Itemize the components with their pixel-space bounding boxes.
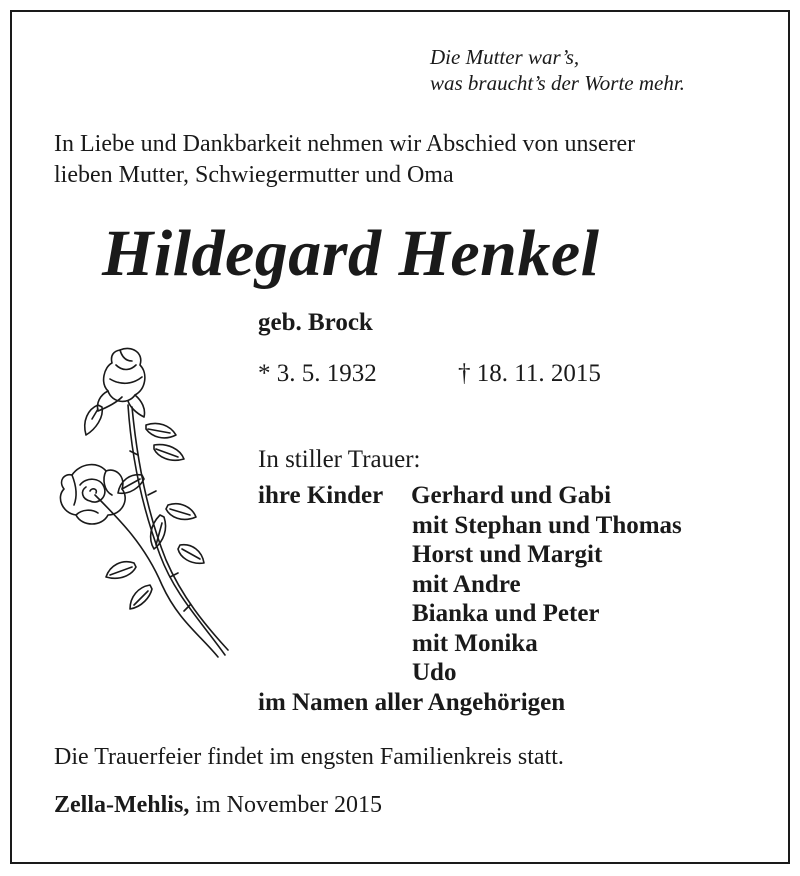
intro-line-2: lieben Mutter, Schwiegermutter und Oma <box>54 162 454 188</box>
mourner-name: Gerhard und Gabi <box>411 482 612 509</box>
mourner-name: Horst und Margit <box>412 541 603 568</box>
motto-line-1: Die Mutter war’s, <box>430 45 580 69</box>
place-date-line <box>54 792 382 819</box>
motto <box>430 44 685 96</box>
death-date: † 18. 11. 2015 <box>458 360 601 387</box>
mourners-lead-label: ihre Kinder <box>258 482 384 509</box>
mourner-name: mit Monika <box>412 630 538 657</box>
mourner-name: Udo <box>412 659 457 686</box>
deceased-name: Hildegard Henkel <box>102 217 600 290</box>
motto-line-2: was braucht’s der Worte mehr. <box>430 71 685 95</box>
mourner-name: mit Andre <box>412 571 521 598</box>
rose-icon <box>50 345 235 665</box>
mourners-footer: im Namen aller Angehörigen <box>258 689 566 716</box>
mourning-heading: In stiller Trauer: <box>258 446 421 473</box>
intro-line-1: In Liebe und Dankbarkeit nehmen wir Abschied von unserer <box>54 131 636 157</box>
intro-text <box>54 129 635 191</box>
maiden-name: geb. Brock <box>258 309 373 336</box>
mourner-name: Bianka und Peter <box>412 600 600 627</box>
birth-date: * 3. 5. 1932 <box>258 360 377 387</box>
mourner-name: mit Stephan und Thomas <box>412 512 682 539</box>
place-date: im November 2015 <box>189 792 382 818</box>
place-city: Zella-Mehlis, <box>54 792 190 818</box>
funeral-notice: Die Trauerfeier findet im engsten Familienkreis statt. <box>54 744 564 770</box>
